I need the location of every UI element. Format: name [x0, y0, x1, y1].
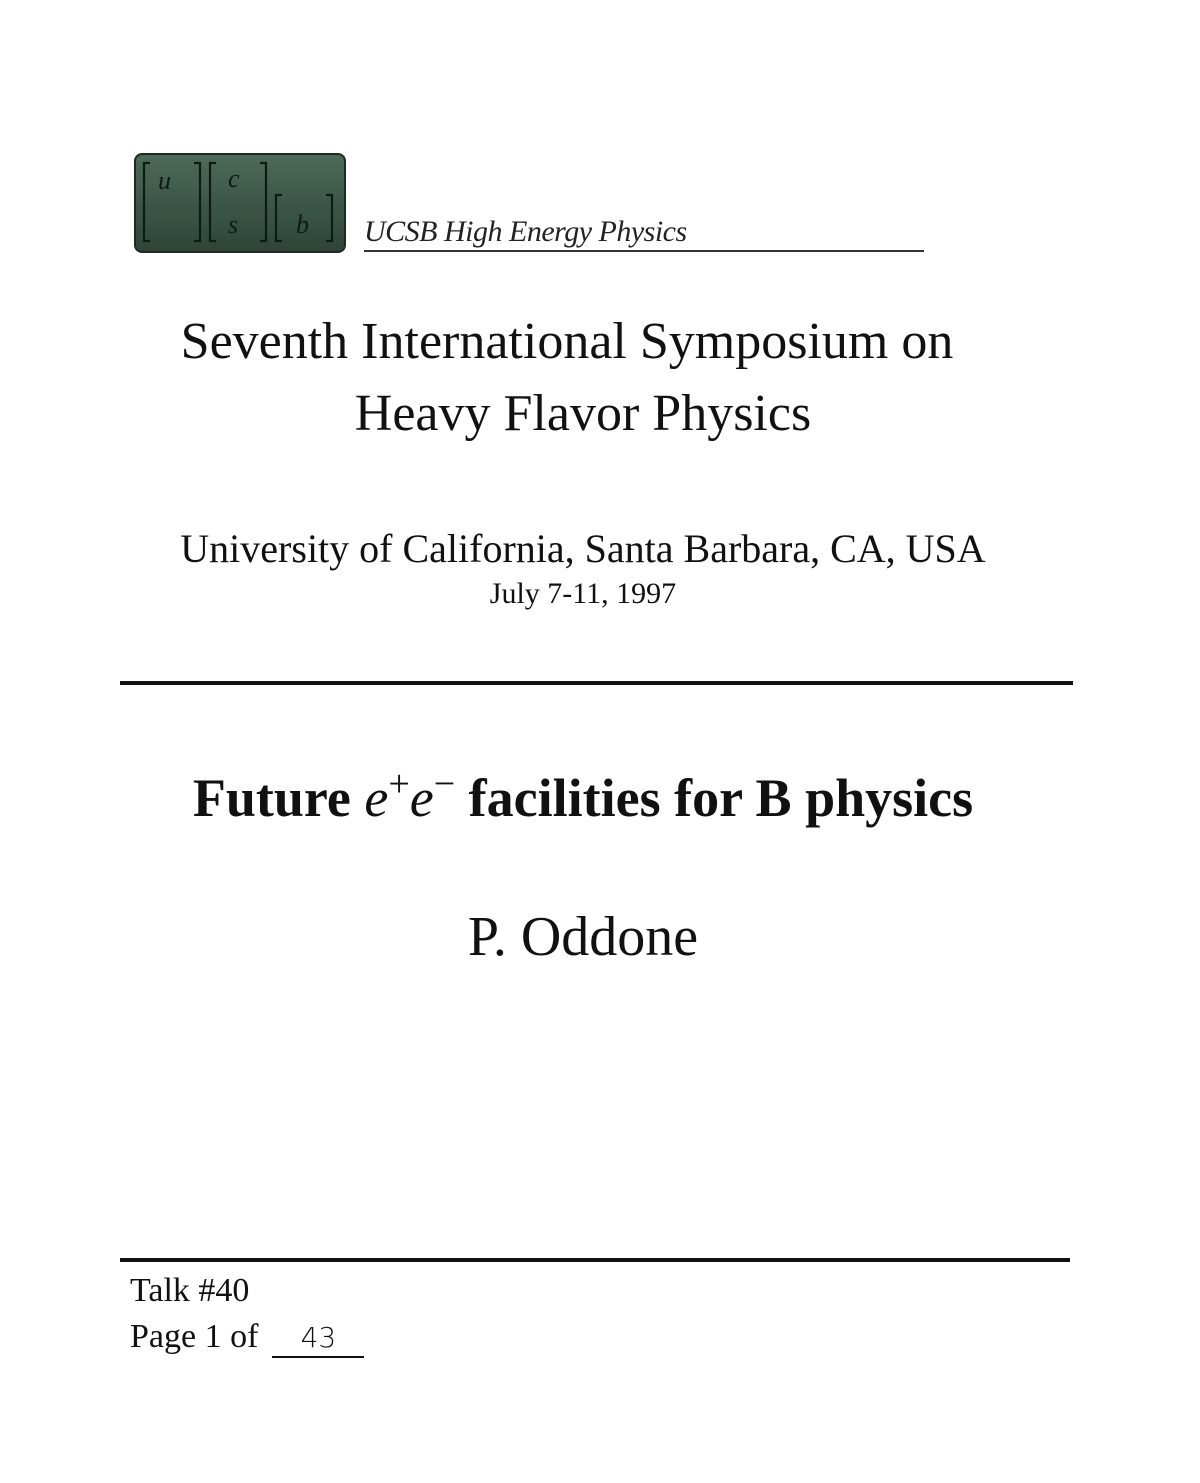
lab-name: UCSB High Energy Physics	[364, 212, 924, 252]
page-count	[130, 1318, 364, 1358]
page-total-handwritten: 43	[272, 1320, 364, 1358]
author-name: P. Oddone	[467, 906, 699, 968]
quark-matrix-icon	[136, 155, 344, 251]
talk-number: Talk #40	[130, 1272, 250, 1309]
symposium-title-line2: Heavy Flavor Physics	[354, 385, 812, 442]
symposium-title-line1: Seventh International Symposium on	[180, 313, 954, 370]
divider-bottom	[120, 1258, 1070, 1262]
logo-letter-u: u	[158, 166, 171, 195]
page-label: Page 1 of	[130, 1318, 259, 1355]
talk-title-suffix: facilities for B physics	[468, 768, 974, 828]
logo-letter-s: s	[228, 210, 239, 239]
talk-title-prefix: Future	[192, 768, 351, 828]
venue-location: University of California, Santa Barbara, CA, USA	[180, 526, 986, 571]
logo-letter-c: c	[228, 164, 240, 193]
venue-dates: July 7-11, 1997	[489, 577, 677, 610]
logo-letter-b: b	[296, 210, 309, 239]
divider-top	[120, 681, 1073, 685]
ucsb-hep-logo	[134, 153, 346, 253]
talk-title	[0, 762, 1166, 829]
electron-symbol: e+e−	[364, 763, 456, 828]
